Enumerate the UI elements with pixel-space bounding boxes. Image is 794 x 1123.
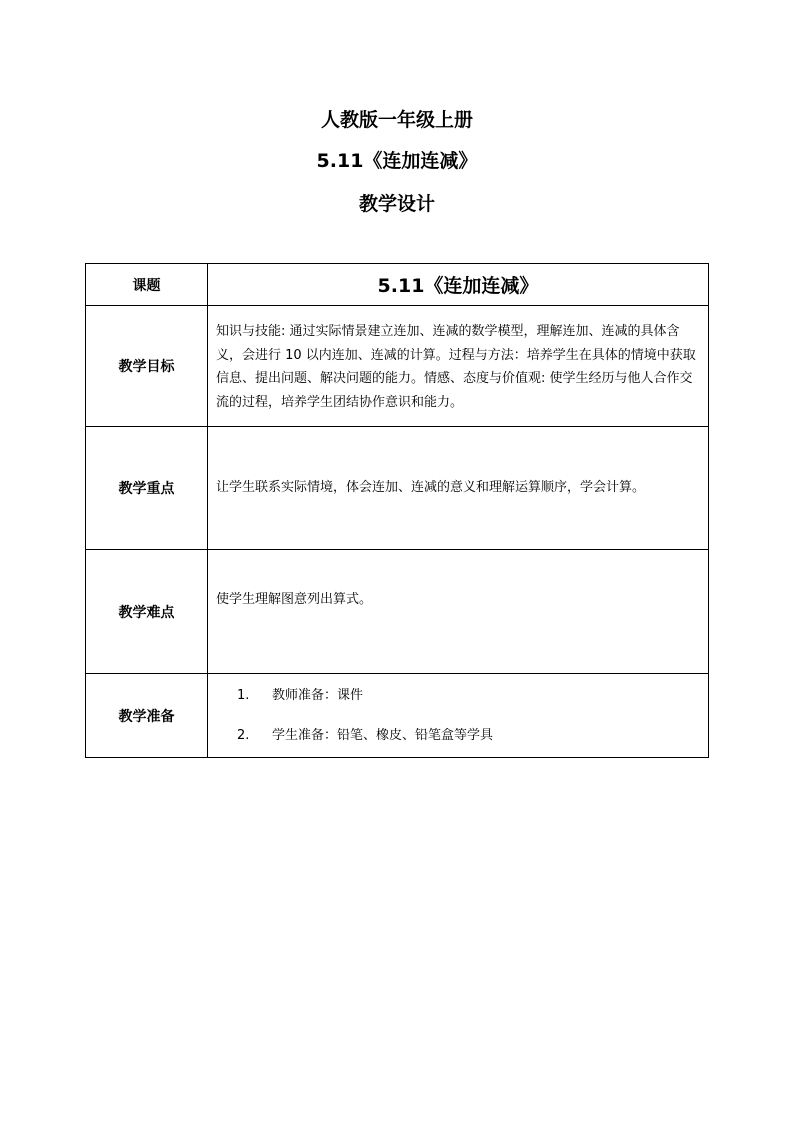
preparation-list — [216, 676, 702, 756]
doc-title-lesson: 5.11《连加连减》 — [316, 150, 478, 172]
list-item-number: 2. — [237, 727, 250, 743]
goals-label: 教学目标 — [86, 306, 208, 427]
table-row-difficulties — [86, 550, 709, 674]
table-row-key-points — [86, 427, 709, 550]
goals-cell — [208, 306, 709, 427]
table-row-goals — [86, 306, 709, 427]
list-item — [216, 676, 702, 716]
table-row-preparation — [86, 674, 709, 758]
list-item-number: 1. — [237, 687, 250, 703]
difficulties-cell — [208, 550, 709, 674]
doc-title-publisher: 人教版一年级上册 — [320, 109, 473, 131]
lesson-plan-table — [85, 263, 709, 758]
difficulties-label: 教学难点 — [86, 550, 208, 674]
list-item-text: 学生准备：铅笔、橡皮、铅笔盒等学具 — [272, 727, 494, 743]
topic-value: 5.11《连加连减》 — [208, 264, 709, 306]
preparation-cell — [208, 674, 709, 758]
list-item — [216, 716, 702, 756]
preparation-label: 教学准备 — [86, 674, 208, 758]
difficulties-text: 使学生理解图意列出算式。 — [216, 592, 373, 607]
list-item-text: 教师准备：课件 — [272, 687, 364, 703]
doc-title-type: 教学设计 — [358, 193, 435, 215]
key-points-text: 让学生联系实际情境，体会连加、连减的意义和理解运算顺序，学会计算。 — [208, 427, 709, 550]
key-points-label: 教学重点 — [86, 427, 208, 550]
goals-text: 知识与技能: 通过实际情景建立连加、连减的数学模型，理解连加、连减的具体含义，会进行 10 以内连加、连减的计算。过程与方法：培养学生在具体的情境中获取信息、提出问题、解决问题的能力。情感、态度与价值观: 使学生经历与他人合作交流的过程，培养学生团结协作意识和能力。 — [216, 324, 696, 410]
topic-label: 课题 — [86, 264, 208, 306]
table-row-topic — [86, 264, 709, 306]
